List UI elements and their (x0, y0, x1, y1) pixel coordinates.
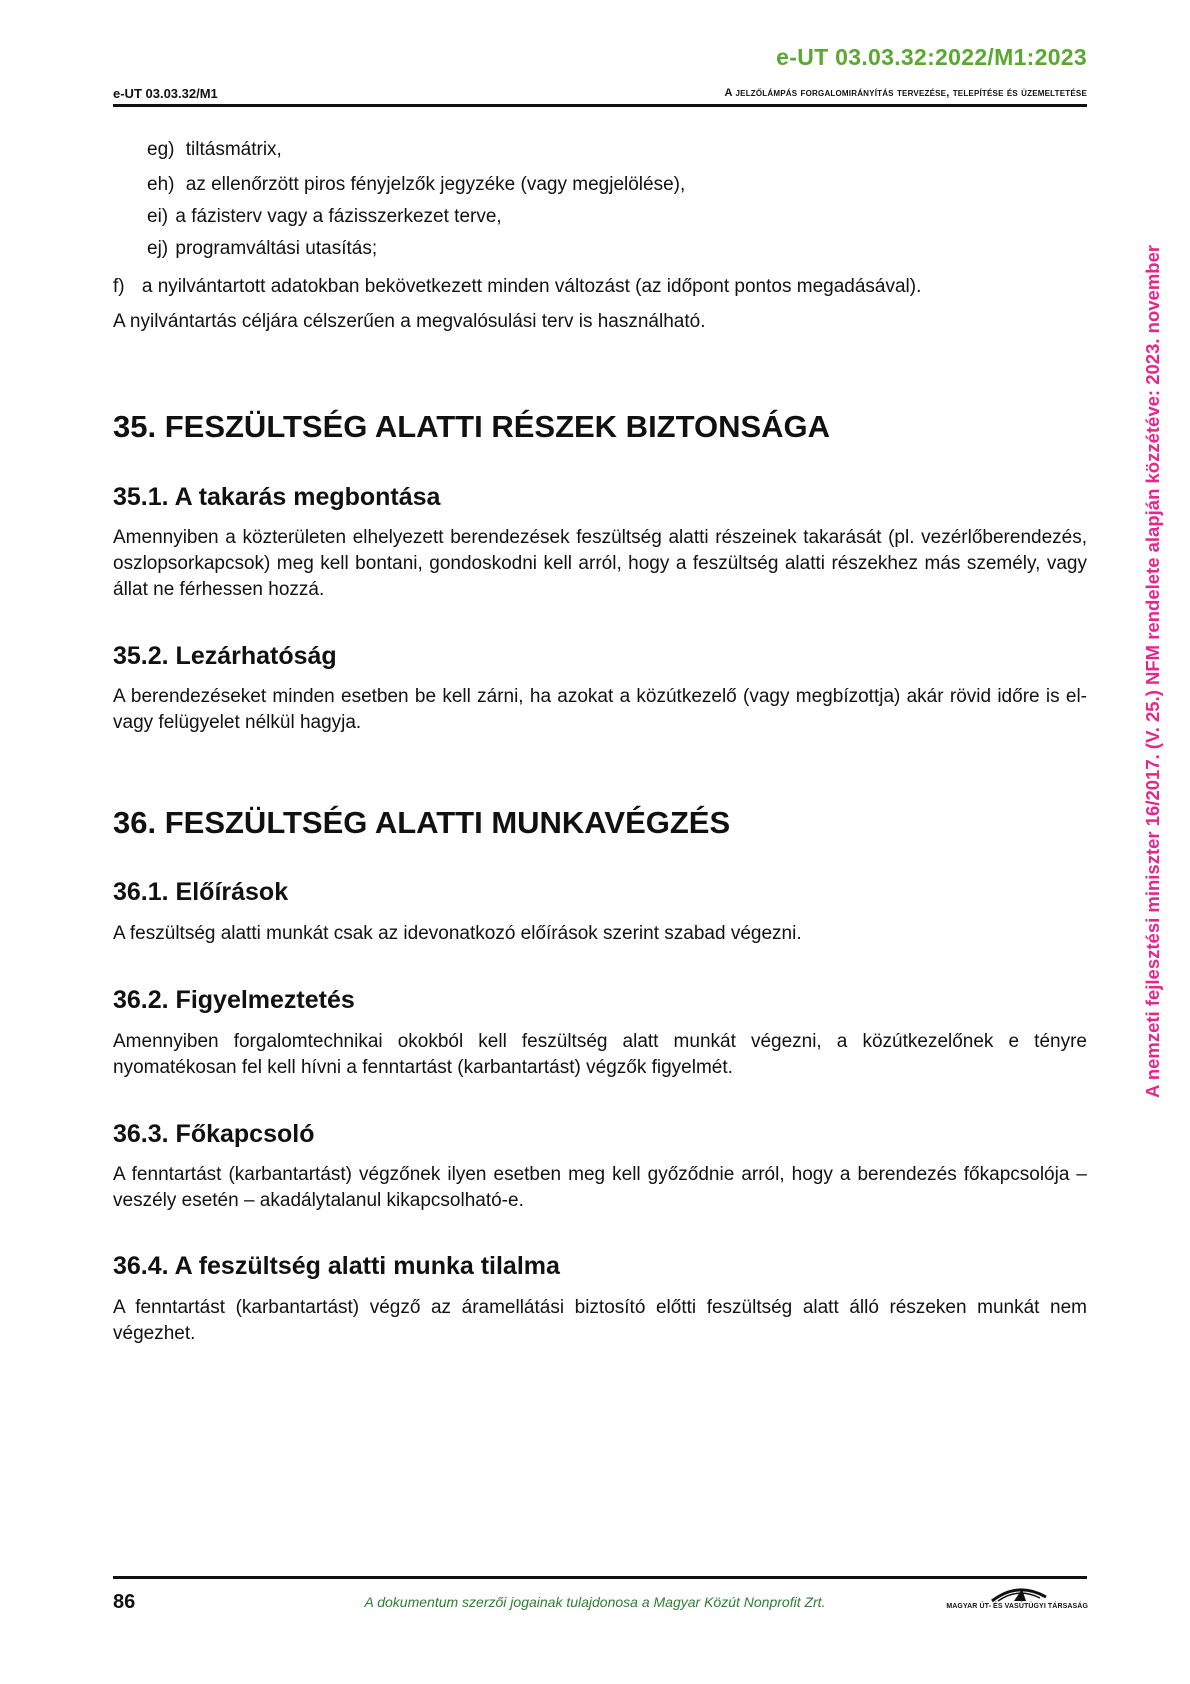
footer-divider (113, 1576, 1087, 1579)
logo-text: MAGYAR ÚT- ÉS VASÚTÜGYI TÁRSASÁG (946, 1603, 1088, 1610)
subsection-title: 35.1. A takarás megbontása (113, 483, 441, 511)
subsection-text: A berendezéseket minden esetben be kell zárni, ha azokat a közútkezelő (vagy megbízottja) akár rövid időre is el- vagy felügyelet nélkül hagyja. (113, 686, 1087, 733)
intro-paragraph: A nyilvántartás céljára célszerűen a megvalósulási terv is használható. (113, 311, 706, 332)
running-header (113, 86, 1087, 107)
document-id: e-UT 03.03.32:2022/M1:2023 (776, 44, 1087, 70)
list-item-label: ei) (147, 206, 169, 227)
list-item (147, 206, 502, 228)
copyright-notice: A dokumentum szerzői jogainak tulajdonosa a Magyar Közút Nonprofit Zrt. (364, 1594, 826, 1610)
subsection-text: Amennyiben a közterületen elhelyezett berendezések feszültség alatti részeinek takarását (pl. vezérlőberendezés, oszlopsorkapcsok) meg kell bontani, gondoskodni kell arról, hogy a feszültség alatti részekhez más személy, vagy állat ne férhessen hozzá. (113, 527, 1087, 600)
subsection-title: 36.4. A feszültség alatti munka tilalma (113, 1252, 560, 1280)
subsection-text: A feszültség alatti munkát csak az idevonatkozó előírások szerint szabad végezni. (113, 923, 802, 944)
header-doc-code: e-UT 03.03.32/M1 (113, 86, 218, 101)
list-item-text: programváltási utasítás; (175, 238, 378, 259)
list-item-text: tiltásmátrix, (185, 139, 282, 160)
page-number: 86 (113, 1591, 136, 1613)
subsection-text: A fenntartást (karbantartást) végzőnek ilyen esetben meg kell győződnie arról, hogy a berendezés főkapcsolója – veszély esetén – akadálytalanul kikapcsolható-e. (113, 1164, 1087, 1211)
road-arc-icon (988, 1585, 1048, 1603)
header-doc-title: A jelzőlámpás forgalomirányítás tervezése, telepítése és üzemeltetése (724, 87, 1087, 99)
publication-note: A nemzeti fejlesztési miniszter 16/2017. (V. 25.) NFM rendelete alapján közzétéve: 2023. november (1142, 244, 1163, 1098)
list-item (147, 139, 282, 161)
list-item-label: ej) (147, 238, 169, 259)
list-item (147, 238, 377, 260)
subsection-text: A fenntartást (karbantartást) végző az áramellátási biztosító előtti feszültség alatt álló részeken munkát nem végezhet. (113, 1297, 1087, 1344)
list-item-f (113, 276, 921, 298)
subsection-text: Amennyiben forgalomtechnikai okokból kell feszültség alatt munkát végezni, a közútkezelőnek e tényre nyomatékosan fel kell hívni a fenntartást (karbantartást) végzők figyelmét. (113, 1031, 1087, 1078)
society-logo (938, 1585, 1088, 1613)
subsection-title: 36.2. Figyelmeztetés (113, 986, 355, 1014)
list-item-label: eg) (147, 139, 175, 160)
subsection-title: 35.2. Lezárhatóság (113, 642, 337, 670)
subsection-title: 36.3. Főkapcsoló (113, 1120, 315, 1148)
list-item (147, 174, 685, 196)
subsection-title: 36.1. Előírások (113, 878, 289, 906)
list-item-text: a fázisterv vagy a fázisszerkezet terve, (175, 206, 502, 227)
section-title: 35. FESZÜLTSÉG ALATTI RÉSZEK BIZTONSÁGA (113, 409, 831, 444)
list-item-label: f) (113, 276, 125, 297)
list-item-text: a nyilvántartott adatokban bekövetkezett minden változást (az időpont pontos megadásával). (141, 276, 922, 297)
list-item-label: eh) (147, 174, 175, 195)
list-item-text: az ellenőrzött piros fényjelzők jegyzéke (vagy megjelölése), (185, 174, 686, 195)
section-title: 36. FESZÜLTSÉG ALATTI MUNKAVÉGZÉS (113, 805, 731, 840)
